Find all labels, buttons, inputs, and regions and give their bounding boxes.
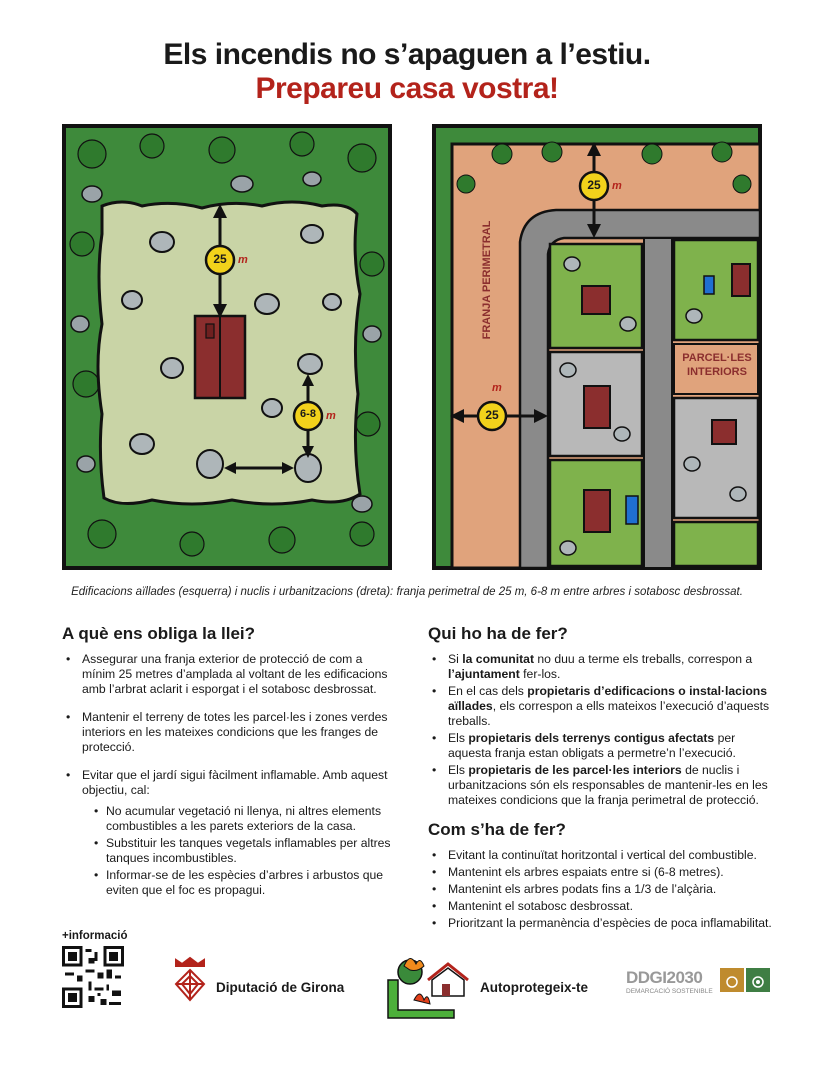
law-section [62,624,392,911]
illustration-caption: Edificacions aïllades (esquerra) i nuclis i urbanitzacions (dreta): franja perimetral de 25 m, 6-8 m entre arbres i sotabosc desbrossat. [71,586,743,598]
diputacio-name: Diputació de Girona [216,980,345,995]
urbanization-illustration [432,124,762,570]
text-run: de nuclis i urbanitzacions són els responsables de mantenir-les en les mateixes condicions que la franja perimetral de protecció. [448,763,768,807]
tree-spacing-unit: m [326,410,336,422]
interior-plots-label-1: PARCEL·LES [682,352,752,364]
page-subtitle: Prepareu casa vostra! [255,72,559,105]
diputacio-logo [170,956,210,1004]
list-item: • Mantenint el sotabosc desbrossat. [428,899,778,914]
text-bold: propietaris dels terrenys contigus afectats [468,731,715,745]
list-item [428,684,778,729]
distance-top-label: 25 [587,178,601,192]
list-item: • Prioritzant la permanència d’espècies de poca inflamabilitat. [428,916,778,931]
tree-spacing-label: 6-8 [300,408,316,420]
qr-code[interactable] [62,946,124,1008]
list-item [428,731,778,761]
list-item: • Mantenir el terreny de totes les parcel·les i zones verdes interiors en les mateixes condicions que les franges de protecció. [62,710,392,755]
isolated-building-illustration [62,124,392,570]
text-bold: la comunitat [462,652,535,666]
distance-top-unit: m [612,180,622,192]
law-title: A què ens obliga la llei? [62,624,256,643]
list-item [62,768,392,898]
text-run: Si [448,652,463,666]
sub-list-item: • Informar-se de les espècies d’arbres i arbustos que eviten que el foc es propagui. [94,868,392,898]
list-item [428,652,778,682]
text-run: , els correspon a ells mateixos l’execució d’aquests treballs. [448,699,770,728]
text-run: per aquesta franja estan obligats a permetre’n l’execució. [448,731,736,760]
page-title: Els incendis no s’apaguen a l’estiu. [163,38,651,71]
list-item [428,763,778,808]
more-info-label: +informació [62,930,128,942]
text-run: Els [448,731,469,745]
list-item: • Mantenint els arbres podats fins a 1/3 de l’alçària. [428,882,778,897]
distance-label: 25 [213,252,227,266]
interior-plots-label-2: INTERIORS [687,366,747,378]
text-run: fer-los. [519,667,561,681]
text-run: no duu a terme els treballs, correspon a [534,652,753,666]
distance-side-label: 25 [485,408,499,422]
text-run: Els [448,763,469,777]
how-title: Com s’ha de fer? [428,820,566,839]
text-run: En el cas dels [448,684,528,698]
list-item: • Evitant la continuïtat horitzontal i vertical del combustible. [428,848,778,863]
sub-list-item: • No acumular vegetació ni llenya, ni altres elements combustibles a les parets exteriors de la casa. [94,804,392,834]
list-item: • Assegurar una franja exterior de protecció de com a mínim 25 metres d’amplada al voltant de les edificacions amb l’arbrat aclarit i esporgat i el sotabosc desbrossat. [62,652,392,697]
distance-side-unit: m [492,382,502,394]
ddgi-logo-text: DDGI2030 [626,968,703,987]
text-bold: l’ajuntament [448,667,520,681]
list-item-text: Evitar que el jardí sigui fàcilment inflamable. Amb aquest objectiu, cal: [82,768,388,797]
sub-list-item: • Substituir les tanques vegetals inflamables per altres tanques incombustibles. [94,836,392,866]
list-item: • Mantenint els arbres espaiats entre si (6-8 metres). [428,865,778,880]
autoprotegeix-logo [384,950,476,1022]
text-bold: propietaris d’edificacions o instal·lacions aïllades [448,684,768,713]
ddgi-subtitle: DEMARCACIÓ SOSTENIBLE [626,988,713,995]
who-title: Qui ho ha de fer? [428,624,568,643]
autoprotegeix-name: Autoprotegeix-te [480,980,588,995]
distance-unit: m [238,254,248,266]
text-bold: propietaris de les parcel·les interiors [468,763,682,777]
sdg-icons [720,968,772,992]
perimeter-strip-label: FRANJA PERIMETRAL [481,220,493,340]
responsibility-section [428,624,778,933]
